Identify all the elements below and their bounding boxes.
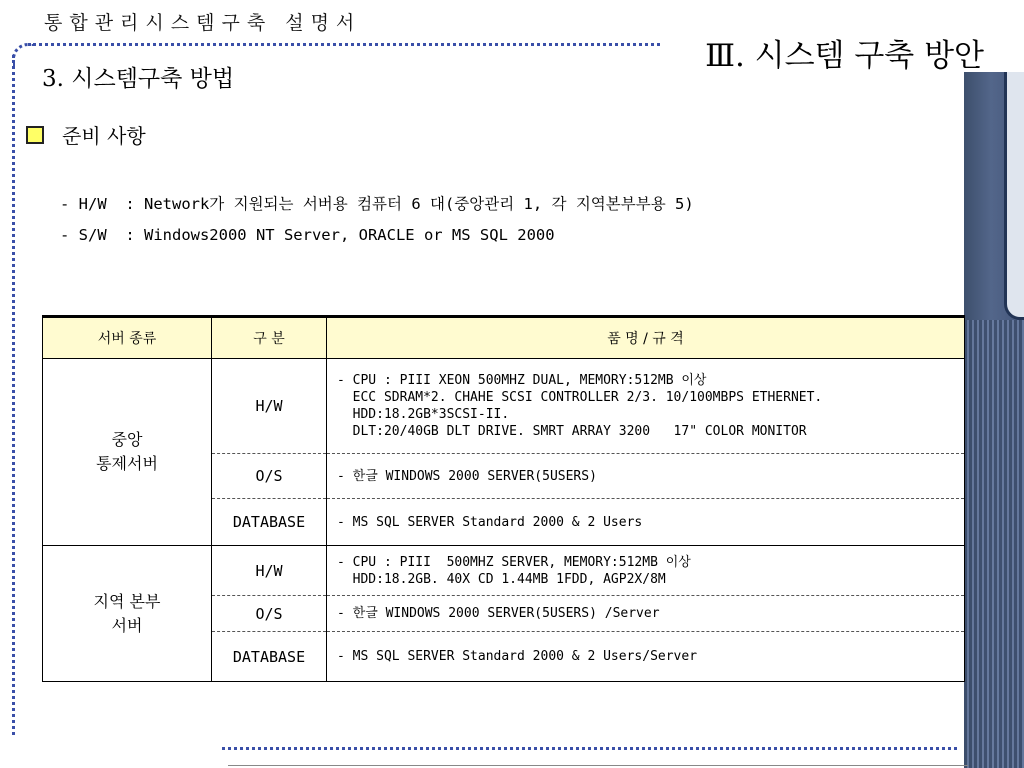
server-type-line1: 지역 본부 <box>93 591 161 611</box>
decorative-sidebar-stripes <box>964 320 1024 768</box>
kind-cell: H/W <box>212 546 327 596</box>
dotted-frame-corner <box>12 43 35 66</box>
dotted-frame-left <box>12 55 15 735</box>
kind-cell: O/S <box>212 454 327 499</box>
dotted-frame-bottom <box>222 747 957 750</box>
kind-cell: O/S <box>212 596 327 632</box>
subheading-text: 준비 사항 <box>62 124 146 148</box>
server-type-cell <box>43 546 212 682</box>
desc-cell: - 한글 WINDOWS 2000 SERVER(5USERS) /Server <box>327 596 965 632</box>
header-spec: 품 명 / 규 격 <box>327 317 965 359</box>
spec-sw: - S/W : Windows2000 NT Server, ORACLE or MS SQL 2000 <box>60 226 555 244</box>
header-category: 구 분 <box>212 317 327 359</box>
decorative-sidebar-notch <box>1004 72 1024 320</box>
server-type-line2: 통제서버 <box>96 454 158 473</box>
desc-cell: - 한글 WINDOWS 2000 SERVER(5USERS) <box>327 454 965 499</box>
dotted-frame-top <box>28 43 660 46</box>
chapter-title: Ⅲ. 시스템 구축 방안 <box>705 38 984 74</box>
section-title: 3. 시스템구축 방법 <box>42 66 235 92</box>
desc-cell: - MS SQL SERVER Standard 2000 & 2 Users/Server <box>327 632 965 682</box>
square-bullet-icon <box>26 126 44 144</box>
header-server-type: 서버 종류 <box>43 317 212 359</box>
spec-hw: - H/W : Network가 지원되는 서버용 컴퓨터 6 대(중앙관리 1, 각 지역본부부용 5) <box>60 195 694 213</box>
server-type-line1: 중앙 <box>111 430 143 449</box>
table-header-row <box>43 317 965 359</box>
subheading <box>26 120 146 149</box>
desc-cell: - CPU : PIII 500MHZ SERVER, MEMORY:512MB 이상 HDD:18.2GB. 40X CD 1.44MB 1FDD, AGP2X/8M <box>327 546 965 596</box>
server-spec-table <box>42 315 965 682</box>
server-type-cell <box>43 359 212 546</box>
server-type-line2: 서버 <box>111 615 143 635</box>
table-row <box>43 546 965 596</box>
desc-cell: - MS SQL SERVER Standard 2000 & 2 Users <box>327 499 965 546</box>
kind-cell: H/W <box>212 359 327 454</box>
document-title: 통합관리시스템구축 설명서 <box>44 12 362 34</box>
bottom-divider <box>228 765 968 766</box>
desc-cell: - CPU : PIII XEON 500MHZ DUAL, MEMORY:512MB 이상 ECC SDRAM*2. CHAHE SCSI CONTROLLER 2/3. 10/100MBPS ETHERNET. HDD:18.2GB*3SCSI-II. DLT:20/40GB DLT DRIVE. SMRT ARRAY 3200 17" COLOR MONITOR <box>327 359 965 454</box>
table-row <box>43 359 965 454</box>
kind-cell: DATABASE <box>212 632 327 682</box>
kind-cell: DATABASE <box>212 499 327 546</box>
